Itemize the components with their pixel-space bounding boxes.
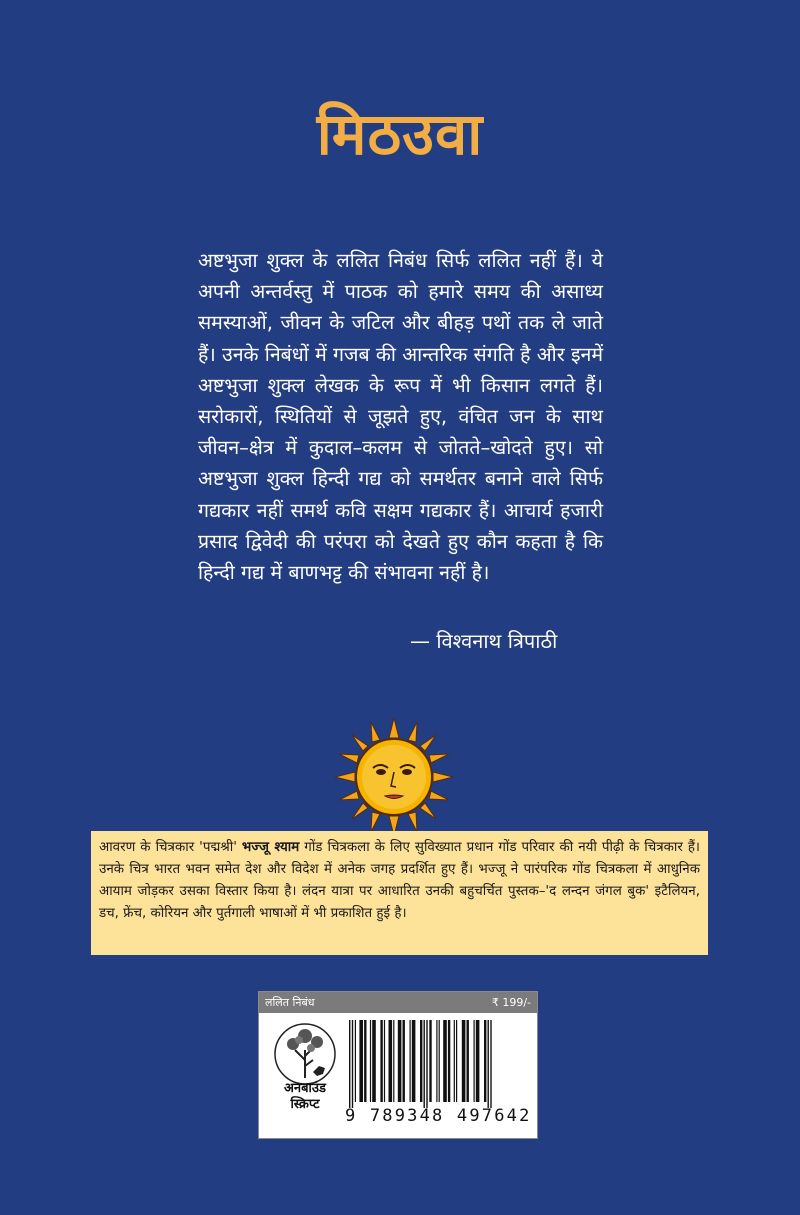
- isbn-digits: 9 789348 497642: [345, 1106, 532, 1126]
- barcode-bar: [349, 1020, 350, 1108]
- barcode-bar: [370, 1020, 371, 1102]
- blurb-attribution: — विश्वनाथ त्रिपाठी: [410, 629, 558, 653]
- barcode-bar: [352, 1020, 353, 1108]
- publisher-line2: स्क्रिप्ट: [290, 1097, 320, 1112]
- barcode-bar: [372, 1020, 376, 1102]
- barcode-bar: [426, 1020, 427, 1108]
- illustrator-info-box: [91, 831, 708, 955]
- barcode-header: [259, 992, 537, 1013]
- barcode-bar: [403, 1020, 405, 1102]
- barcode-bar: [420, 1020, 422, 1102]
- publisher-name: [265, 1081, 345, 1113]
- illustrator-name: भज्जू श्याम: [241, 840, 300, 855]
- sun-face-icon: [333, 716, 455, 838]
- barcode-bar: [429, 1020, 431, 1102]
- barcode-bar: [476, 1020, 480, 1102]
- barcode-bar: [364, 1020, 366, 1102]
- category-label: ललित निबंध: [265, 996, 315, 1009]
- barcode-bar: [467, 1020, 469, 1102]
- barcode-bar: [456, 1020, 457, 1102]
- barcode-bar: [448, 1020, 450, 1102]
- barcode-bar: [393, 1020, 394, 1102]
- barcode-bar: [436, 1020, 437, 1102]
- info-body: गोंड चित्रकला के लिए सुविख्यात प्रधान गोंड परिवार की नयी पीढ़ी के चित्रकार हैं। उनके चित्र भारत भवन समेत देश और विदेश में अनेक जगह प्रदर्शित हुए हैं। भज्जू ने पारंपरिक गोंड चित्रकला में आधुनिक आयाम जोड़कर उसका विस्तार किया है। लंदन यात्रा पर आधारित उनकी बहुचर्चित पुस्तक–'द लन्दन जंगल बुक' इटैलियन, डच, फ्रेंच, कोरियन और पुर्तगाली भाषाओं में भी प्रकाशित हुई है।: [99, 840, 701, 921]
- barcode-panel: [258, 991, 538, 1139]
- barcode-bar: [439, 1020, 440, 1102]
- barcode-bar: [355, 1020, 356, 1102]
- barcode-bar: [412, 1020, 416, 1102]
- barcode-bar: [424, 1020, 425, 1108]
- isbn-barcode: [345, 1020, 533, 1108]
- barcode-bar: [359, 1020, 363, 1102]
- info-prefix: आवरण के चित्रकार 'पद्मश्री': [99, 840, 237, 855]
- barcode-bar: [443, 1020, 447, 1102]
- barcode-bar: [380, 1020, 382, 1102]
- book-title: मिठउवा: [316, 100, 484, 168]
- barcode-bar: [490, 1020, 491, 1108]
- barcode-bar: [488, 1020, 489, 1108]
- barcode-bar: [389, 1020, 393, 1102]
- barcode-bar: [462, 1020, 466, 1102]
- barcode-bar: [454, 1020, 455, 1102]
- price-label: ₹ 199/-: [491, 996, 531, 1009]
- barcode-bar: [410, 1020, 411, 1102]
- publisher-line1: अनबाउंड: [283, 1081, 327, 1096]
- barcode-bar: [384, 1020, 385, 1102]
- blurb-text: अष्टभुजा शुक्ल के ललित निबंध सिर्फ ललित नहीं हैं। ये अपनी अन्तर्वस्तु में पाठक को हमारे समय की असाध्य समस्याओं, जीवन के जटिल और बीहड़ पथों तक ले जाते हैं। उनके निबंधों में गजब की आन्तरिक संगति है और इनमें अष्टभुजा शुक्ल लेखक के रूप में भी किसान लगते हैं। सरोकारों, स्थितियों से जूझते हुए, वंचित जन के साथ जीवन–क्षेत्र में कुदाल–कलम से जोतते–खोदते हुए। सो अष्टभुजा शुक्ल हिन्दी गद्य को समर्थतर बनाने वाले सिर्फ गद्यकार नहीं समर्थ कवि सक्षम गद्यकार हैं। आचार्य हजारी प्रसाद द्विवेदी की परंपरा को देखते हुए कौन कहता है कि हिन्दी गद्य में बाणभट्ट की संभावना नहीं है।: [198, 249, 603, 585]
- barcode-bar: [398, 1020, 402, 1102]
- barcode-bar: [484, 1020, 486, 1102]
- barcode-bar: [474, 1020, 475, 1102]
